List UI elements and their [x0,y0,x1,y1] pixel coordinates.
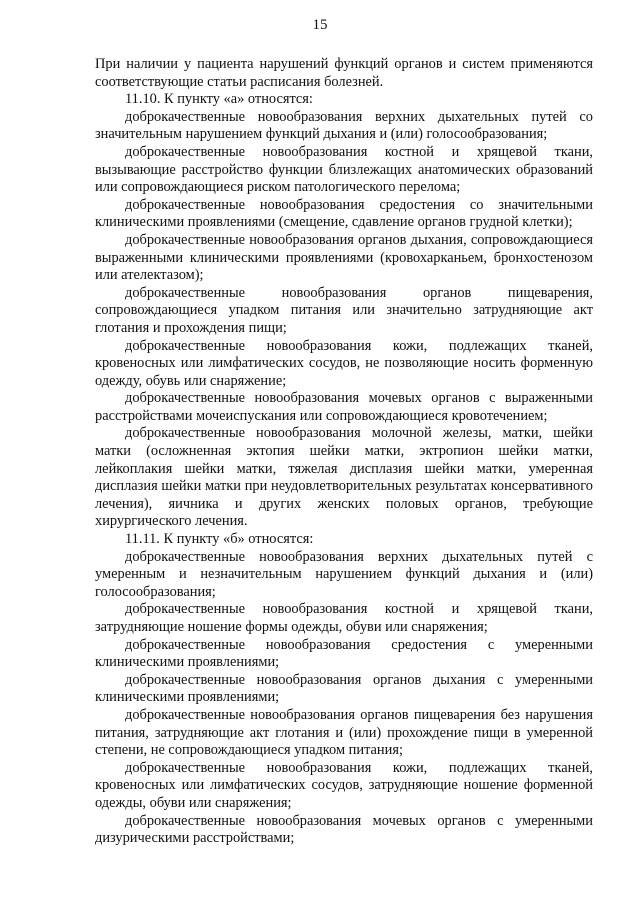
intro-paragraph: При наличии у пациента нарушений функций органов и систем применяются соответствующие статьи расписания болезней. [95,56,593,90]
page-number: 15 [312,17,328,33]
list-item: доброкачественные новообразования мочевых органов с умеренными дизурическими расстройствами; [95,812,593,847]
list-item: доброкачественные новообразования костной и хрящевой ткани, вызывающие расстройство функции близлежащих анатомических образований или сопровождающиеся риском патологического перелома; [95,143,593,196]
list-item: доброкачественные новообразования костной и хрящевой ткани, затрудняющие ношение формы одежды, обуви или снаряжения; [95,601,593,635]
list-item: доброкачественные новообразования средостения с умеренными клиническими проявлениями; [95,636,593,671]
list-item: доброкачественные новообразования кожи, подлежащих тканей, кровеносных или лимфатических сосудов, не позволяющие носить форменную одежду, обувь или снаряжение; [95,337,593,389]
section-a-heading: 11.10. К пункту «а» относятся: [125,91,313,108]
list-item: доброкачественные новообразования органов дыхания с умеренными клиническими проявлениями; [95,671,593,706]
section-b-heading: 11.11. К пункту «б» относятся: [125,531,314,548]
document-body [95,56,593,848]
list-item: доброкачественные новообразования органов дыхания, сопровождающиеся выраженными клиническими проявлениями (кровохарканьем, бронхостенозом или ателектазом); [95,231,593,284]
list-item: доброкачественные новообразования мочевых органов с выраженными расстройствами мочеиспускания или сопровождающиеся кровотечением; [95,390,593,424]
list-item: доброкачественные новообразования верхних дыхательных путей со значительным нарушением функций дыхания и (или) голосообразования; [95,108,593,143]
list-item: доброкачественные новообразования молочной железы, матки, шейки матки (осложненная эктопия шейки матки, эктропион шейки матки, лейкоплакия шейки матки, тяжелая дисплазия шейки матки, умеренная дисплазия шейки матки при неудовлетворительных результатах консервативного лечения), яичника и других женских половых органов, требующие хирургического лечения. [95,425,593,530]
list-item: доброкачественные новообразования кожи, подлежащих тканей, кровеносных или лимфатических сосудов, затрудняющие ношение форменной одежды, обуви или снаряжения; [95,759,593,811]
list-item: доброкачественные новообразования верхних дыхательных путей с умеренным и незначительным нарушением функций дыхания и (или) голосообразования; [95,548,593,600]
list-item: доброкачественные новообразования средостения со значительными клиническими проявлениями (смещение, сдавление органов грудной клетки); [95,196,593,231]
list-item: доброкачественные новообразования органов пищеварения без нарушения питания, затрудняющие акт глотания и (или) прохождение пищи в умеренной степени, не сопровождающиеся упадком питания; [95,706,593,759]
list-item: доброкачественные новообразования органов пищеварения, сопровождающиеся упадком питания или значительно затрудняющие акт глотания и прохождения пищи; [95,284,593,336]
